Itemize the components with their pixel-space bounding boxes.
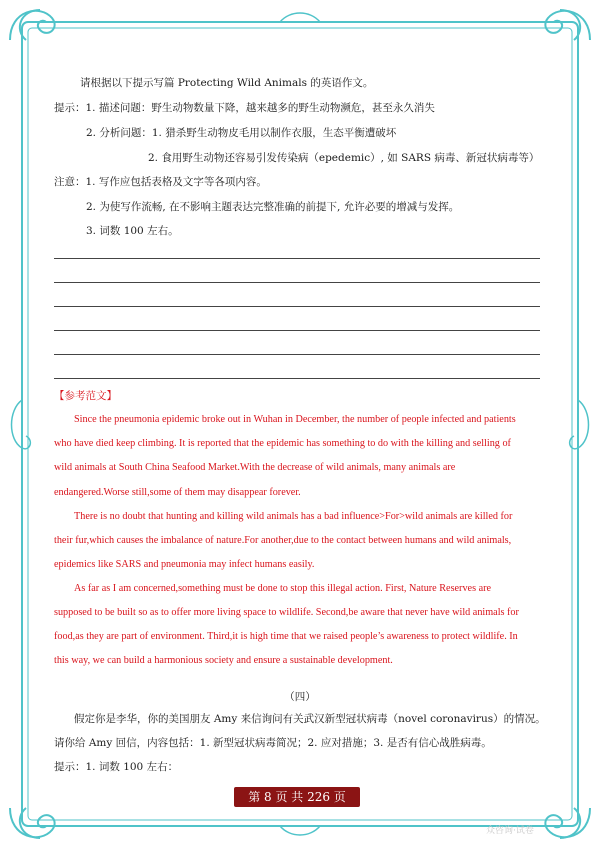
reference-line: this way, we can build a harmonious society and ensure a sustainable development. bbox=[54, 655, 393, 666]
reference-line: wild animals at South China Seafood Market.With the decrease of wild animals, many animals are bbox=[54, 462, 456, 473]
reference-line: There is no doubt that hunting and killing wild animals has a bad influence>For>wild animals are killed for bbox=[74, 511, 513, 522]
section-line: 假定你是李华，你的美国朋友 Amy 来信询问有关武汉新型冠状病毒（novel coronavirus）的情况。 bbox=[74, 713, 546, 725]
task-hint-2b: 2. 食用野生动物还容易引发传染病（epedemic）, 如 SARS 病毒、新冠状病毒等） bbox=[148, 152, 540, 164]
reference-line: food,as they are part of environment. Third,it is high time that we raised people’s awareness to protect wildlife. In bbox=[54, 631, 518, 642]
writing-line bbox=[54, 378, 540, 379]
task-note-2: 2. 为使写作流畅, 在不影响主题表达完整准确的前提下, 允许必要的增减与发挥。 bbox=[86, 201, 460, 213]
task-note-1: 注意：1. 写作应包括表格及文字等各项内容。 bbox=[54, 176, 267, 188]
writing-line bbox=[54, 282, 540, 283]
writing-line bbox=[54, 330, 540, 331]
reference-line: As far as I am concerned,something must be done to stop this illegal action. First, Nature Reserves are bbox=[74, 583, 492, 594]
reference-line: endangered.Worse still,some of them may disappear forever. bbox=[54, 487, 301, 498]
writing-line bbox=[54, 354, 540, 355]
task-note-3: 3. 词数 100 左右。 bbox=[86, 225, 179, 237]
reference-line: Since the pneumonia epidemic broke out in Wuhan in December, the number of people infected and patients bbox=[74, 414, 516, 425]
writing-line bbox=[54, 306, 540, 307]
section-title: （四） bbox=[284, 691, 316, 703]
writing-line bbox=[54, 258, 540, 259]
task-hint-1: 提示：1. 描述问题：野生动物数量下降，越来越多的野生动物濒危，甚至永久消失 bbox=[54, 102, 435, 114]
reference-line: their fur,which causes the imbalance of nature.For another,due to the contact between humans and wild animals, bbox=[54, 535, 512, 546]
reference-line: supposed to be built so as to offer more living space to wildlife. Second,be aware that never have wild animals for bbox=[54, 607, 519, 618]
task-intro: 请根据以下提示写篇 Protecting Wild Animals 的英语作文。 bbox=[80, 77, 374, 89]
reference-title: 【参考范文】 bbox=[54, 390, 117, 402]
page-footer: 第 8 页 共 226 页 bbox=[234, 787, 360, 807]
task-hint-2: 2. 分析问题：1. 猎杀野生动物皮毛用以制作衣服，生态平衡遭破坏 bbox=[86, 127, 397, 139]
reference-line: epidemics like SARS and pneumonia may infect humans easily. bbox=[54, 559, 315, 570]
section-line: 请你给 Amy 回信，内容包括：1. 新型冠状病毒简况；2. 应对措施；3. 是否有信心战胜病毒。 bbox=[54, 737, 492, 749]
section-line: 提示：1. 词数 100 左右： bbox=[54, 761, 179, 773]
reference-line: who have died keep climbing. It is reported that the epidemic has something to do with the killing and selling of bbox=[54, 438, 511, 449]
watermark: 众咨询·试卷 bbox=[486, 826, 534, 836]
